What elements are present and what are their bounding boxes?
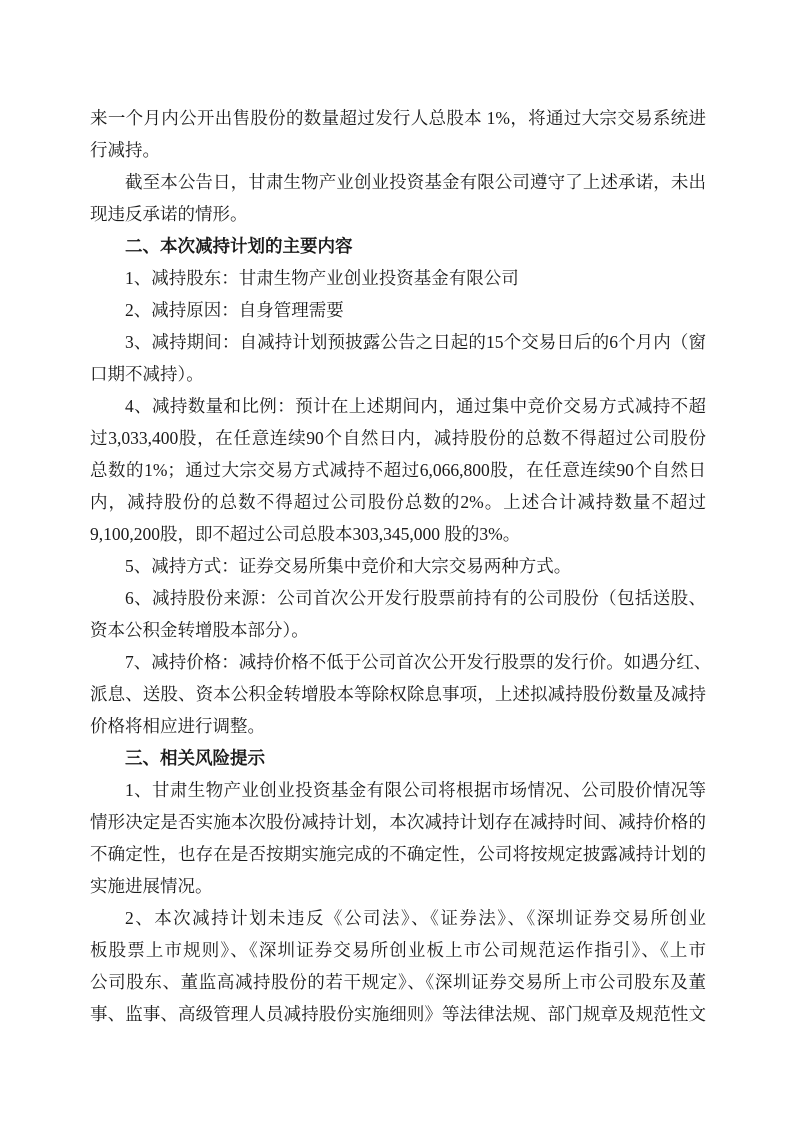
text-line: 总数的1%；通过大宗交易方式减持不超过6,066,800股，在任意连续90个自然日 — [90, 460, 706, 480]
paragraph — [90, 166, 706, 230]
text-line: 情形决定是否实施本次股份减持计划，本次减持计划存在减持时间、减持价格的 — [90, 812, 706, 832]
text-line: 板股票上市规则》、《深圳证券交易所创业板上市公司规范运作指引》、《上市 — [90, 940, 706, 960]
text-line: 3、减持期间：自减持计划预披露公告之日起的15个交易日后的6个月内（窗 — [125, 332, 706, 352]
section-heading — [90, 230, 706, 262]
text-line: 7、减持价格：减持价格不低于公司首次公开发行股票的发行价。如遇分红、 — [125, 652, 712, 672]
text-line: 1、甘肃生物产业创业投资基金有限公司将根据市场情况、公司股价情况等 — [125, 780, 706, 800]
text-line: 1、减持股东：甘肃生物产业创业投资基金有限公司 — [125, 268, 519, 288]
paragraph — [90, 774, 706, 902]
text-line: 行减持。 — [90, 140, 160, 160]
text-line: 派息、送股、资本公积金转增股本等除权除息事项，上述拟减持股份数量及减持 — [90, 684, 706, 704]
text-line: 5、减持方式：证券交易所集中竞价和大宗交易两种方式。 — [125, 556, 572, 576]
text-line: 来一个月内公开出售股份的数量超过发行人总股本 1%，将通过大宗交易系统进 — [90, 108, 706, 128]
text-line: 资本公积金转增股本部分）。 — [90, 620, 309, 640]
text-line: 内，减持股份的总数不得超过公司股份总数的2%。上述合计减持数量不超过 — [90, 492, 706, 512]
text-line: 4、减持数量和比例：预计在上述期间内，通过集中竞价交易方式减持不超 — [125, 396, 706, 416]
paragraph — [90, 646, 712, 742]
text-line: 实施进展情况。 — [90, 876, 213, 896]
text-line: 2、减持原因：自身管理需要 — [125, 300, 344, 320]
paragraph — [90, 902, 706, 1030]
text-line: 过3,033,400股，在任意连续90个自然日内，减持股份的总数不得超过公司股份 — [90, 428, 706, 448]
text-line: 不确定性，也存在是否按期实施完成的不确定性，公司将按规定披露减持计划的 — [90, 844, 706, 864]
text-line: 6、减持股份来源：公司首次公开发行股票前持有的公司股份（包括送股、 — [125, 588, 706, 608]
paragraph — [90, 294, 706, 326]
text-line: 三、相关风险提示 — [125, 748, 265, 768]
text-line: 截至本公告日，甘肃生物产业创业投资基金有限公司遵守了上述承诺，未出 — [125, 172, 706, 192]
text-line: 价格将相应进行调整。 — [90, 716, 265, 736]
paragraph — [90, 582, 706, 646]
text-line: 事、监事、高级管理人员减持股份实施细则》等法律法规、部门规章及规范性文 — [90, 1004, 706, 1024]
text-line: 2、本次减持计划未违反《公司法》、《证券法》、《深圳证券交易所创业 — [125, 908, 706, 928]
paragraph — [90, 550, 706, 582]
text-line: 现违反承诺的情形。 — [90, 204, 248, 224]
section-heading — [90, 742, 706, 774]
paragraph — [90, 326, 706, 390]
text-line: 9,100,200股，即不超过公司总股本303,345,000 股的3%。 — [90, 524, 521, 544]
text-line: 二、本次减持计划的主要内容 — [125, 236, 353, 256]
paragraph — [90, 262, 706, 294]
document-body — [90, 102, 712, 1030]
text-line: 公司股东、董监高减持股份的若干规定》、《深圳证券交易所上市公司股东及董 — [90, 972, 706, 992]
paragraph — [90, 390, 706, 550]
paragraph — [90, 102, 706, 166]
text-line: 口期不减持）。 — [90, 364, 204, 384]
